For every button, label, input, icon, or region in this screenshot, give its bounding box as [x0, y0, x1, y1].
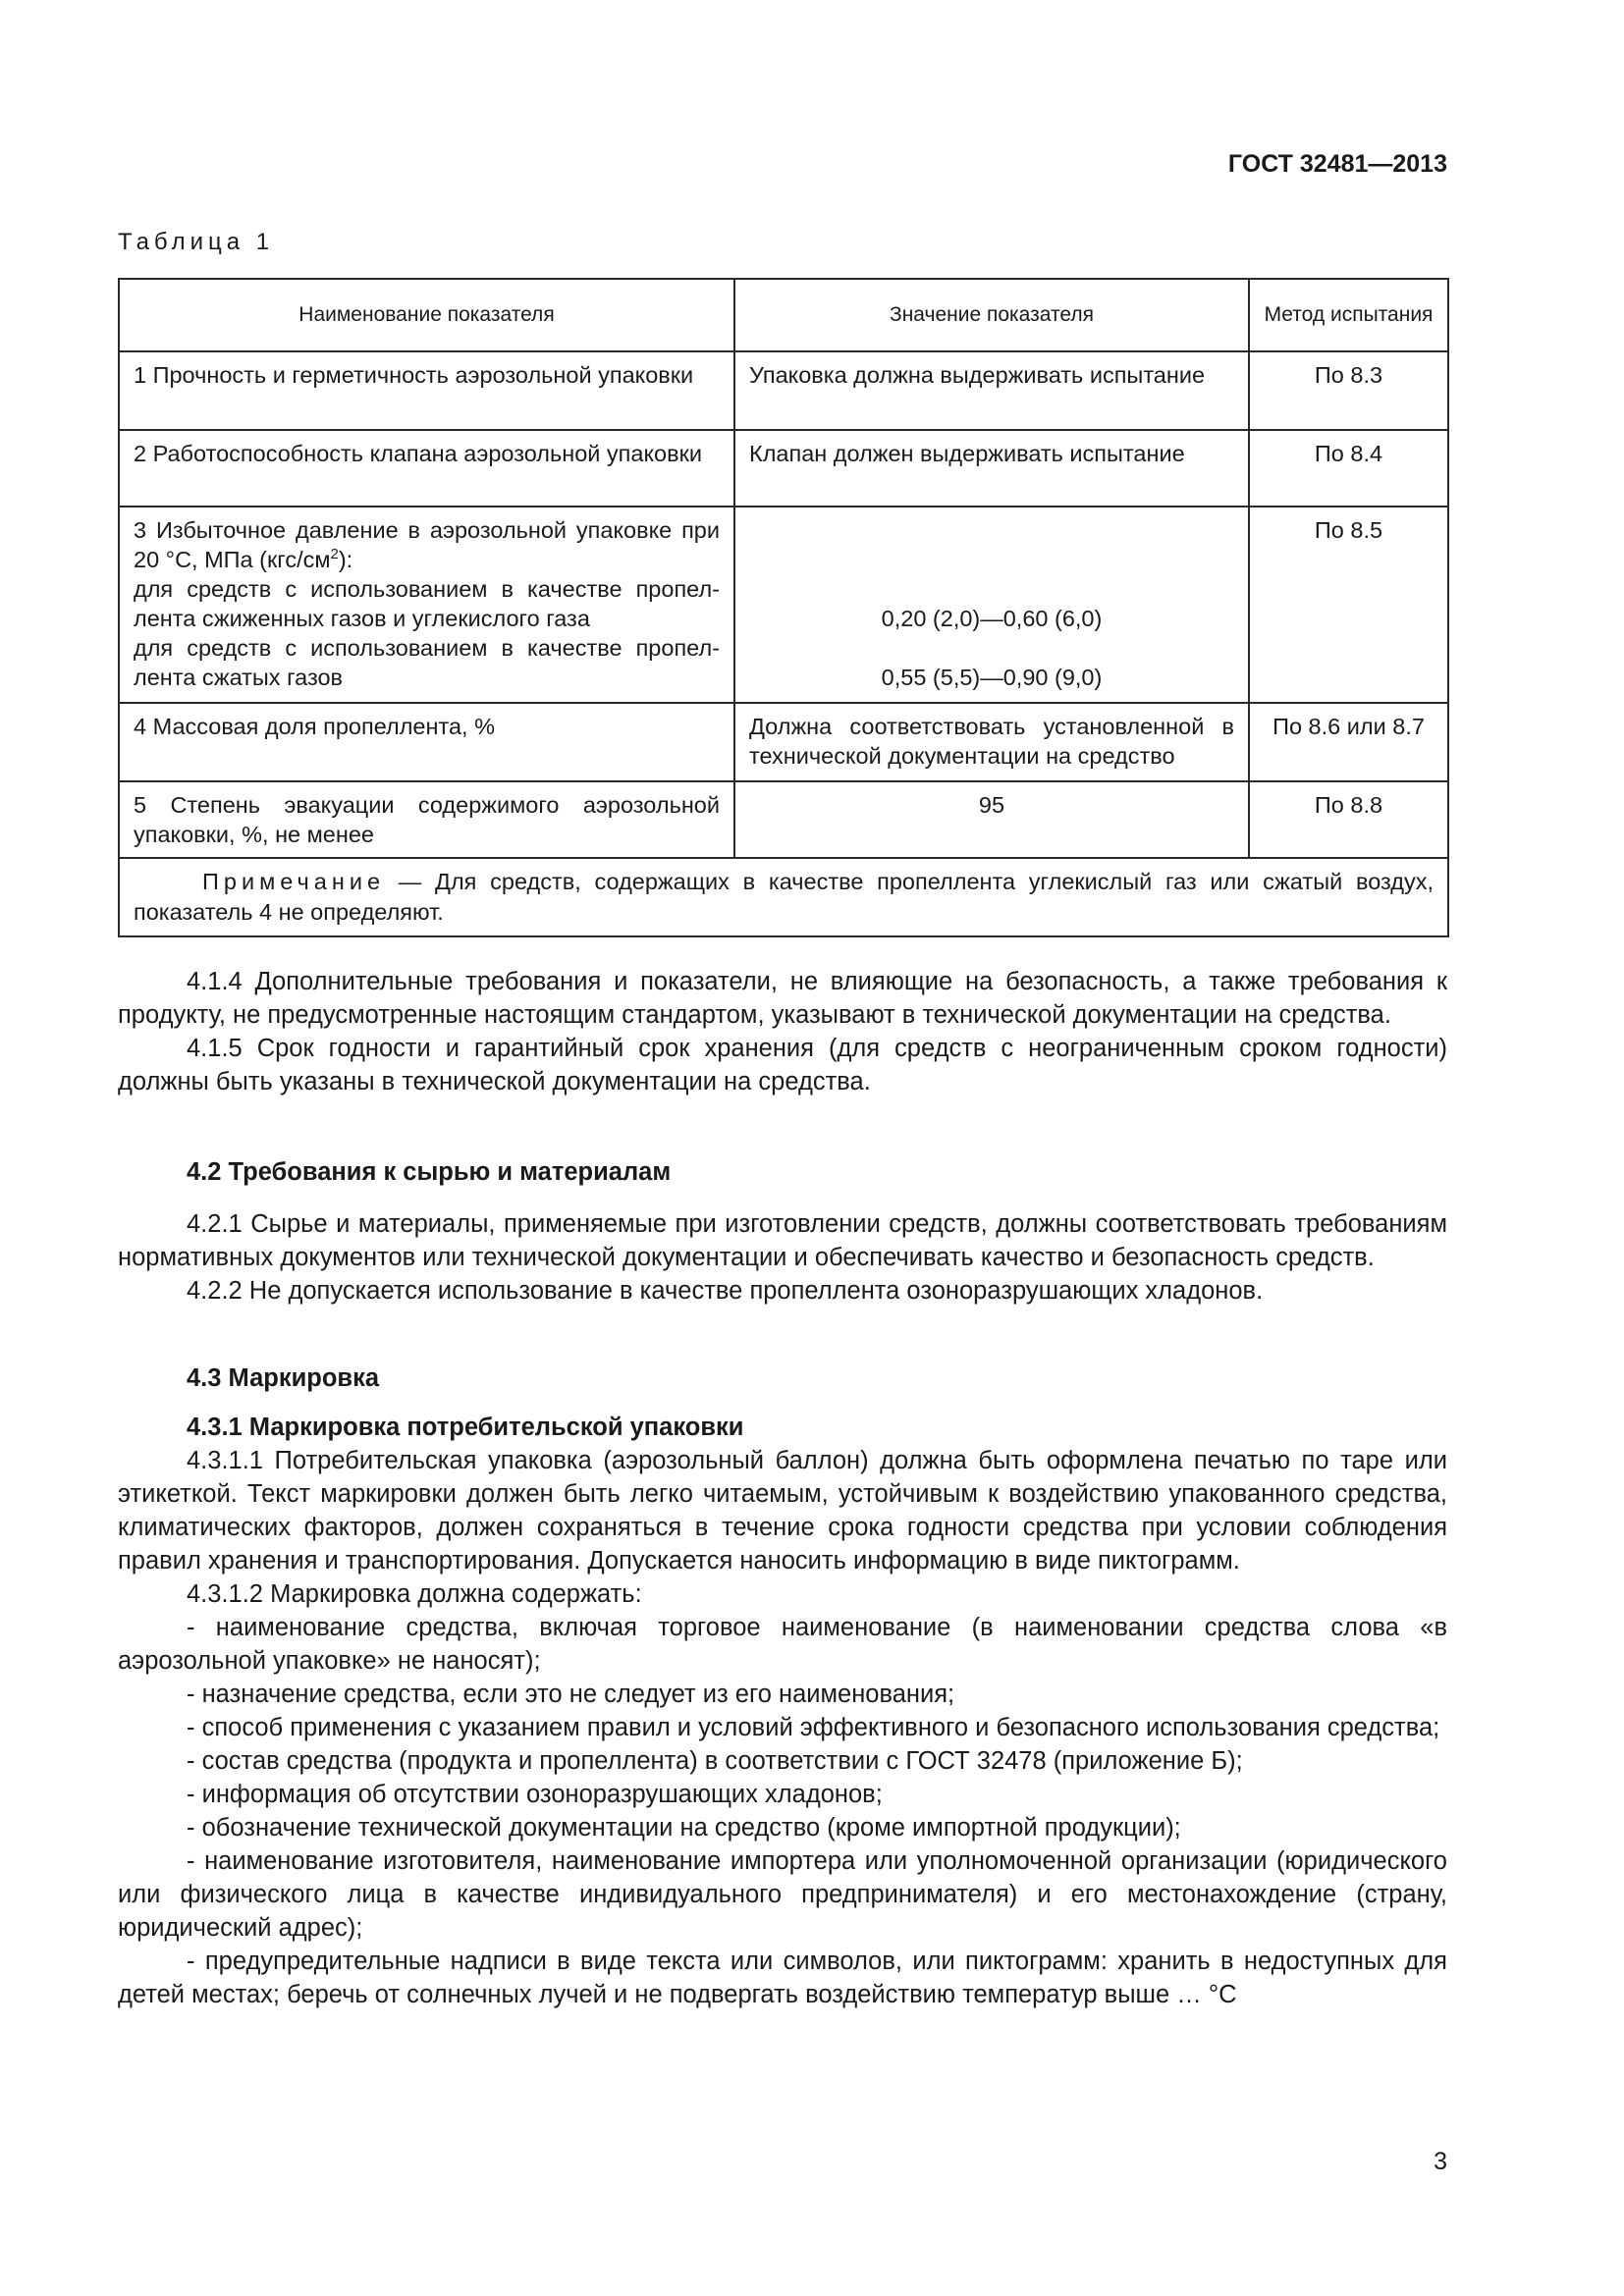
- paragraph-4-2-1: 4.2.1 Сырье и материалы, применяемые при изготовлении средств, должны соответствовать требованиям нормативных документов или технической документации и обеспечивать качество и безопасность средств.: [118, 1210, 1447, 1271]
- row-value: Должна соответствовать установленной в технической документации на средство: [734, 703, 1249, 781]
- list-item: - обозначение технической документации на средство (кроме импортной продукции);: [187, 1814, 1181, 1842]
- document-id: ГОСТ 32481—2013: [1227, 150, 1447, 178]
- row-value: 95: [734, 781, 1249, 858]
- body-section-4-3: [118, 1362, 1447, 1395]
- list-item: - предупредительные надписи в виде текста или символов, или пиктограмм: хранить в недоступных для детей местах; беречь от солнечных лучей и не подвергать воздействию температур выше … °С: [118, 1948, 1447, 2008]
- row-name: [119, 507, 734, 703]
- row-method: По 8.6 или 8.7: [1249, 703, 1448, 781]
- table-header-row: [119, 279, 1448, 351]
- body-section-4-1: [118, 965, 1447, 1098]
- header-indicator-name: Наименование показателя: [119, 279, 734, 351]
- row-value: [734, 507, 1249, 703]
- table-caption: Таблица 1: [118, 229, 275, 255]
- paragraph-4-2-2: 4.2.2 Не допускается использование в качестве пропеллента озоноразрушающих хладонов.: [187, 1277, 1264, 1305]
- note-label: Примечание: [202, 869, 386, 894]
- list-item: - способ применения с указанием правил и условий эффективного и безопасного использования средства;: [187, 1714, 1440, 1741]
- table-note-row: [119, 858, 1448, 936]
- list-item: - наименование средства, включая торговое наименование (в наименовании средства слова «в аэрозольной упаковке» не наносят);: [118, 1614, 1447, 1675]
- body-section-4-3-1: [118, 1411, 1447, 2011]
- table-row: [119, 430, 1448, 507]
- table-row: [119, 781, 1448, 858]
- row-method: По 8.4: [1249, 430, 1448, 507]
- header-test-method: Метод испытания: [1249, 279, 1448, 351]
- table-note: [119, 858, 1448, 936]
- pressure-intro-end: ):: [338, 547, 353, 572]
- table-row: [119, 507, 1448, 703]
- list-item: - информация об отсутствии озоноразрушающих хладонов;: [187, 1781, 883, 1808]
- paragraph-4-3-1-1: 4.3.1.1 Потребительская упаковка (аэрозольный баллон) должна быть оформлена печатью по таре или этикеткой. Текст маркировки должен быть легко читаемым, устойчивым к воздействию упакованного средства, климатических факторов, должен сохраняться в течение срока годности средства при условии соблюдения правил хранения и транспортирования. Допускается наносить информацию в виде пиктограмм.: [118, 1447, 1447, 1575]
- pressure-value-compressed: 0,55 (5,5)—0,90 (9,0): [881, 665, 1103, 690]
- list-item: - назначение средства, если это не следует из его наименования;: [187, 1681, 955, 1708]
- pressure-sup: 2: [330, 546, 339, 563]
- note-text: — Для средств, содержащих в качестве пропеллента углекислый газ или сжатый воздух, показатель 4 не определяют.: [134, 869, 1434, 925]
- pressure-intro: 3 Избыточное давление в аэрозольной упаковке при 20 °С, МПа (кгс/см: [134, 517, 720, 572]
- heading-4-2: 4.2 Требования к сырью и материалам: [187, 1158, 672, 1186]
- row-name: 5 Степень эвакуации содержимого аэрозольной упаковки, %, не менее: [119, 781, 734, 858]
- row-name: 2 Работоспособность клапана аэрозольной упаковки: [119, 430, 734, 507]
- row-name: 1 Прочность и герметичность аэрозольной упаковки: [119, 351, 734, 430]
- table-row: [119, 703, 1448, 781]
- pressure-value-liquefied: 0,20 (2,0)—0,60 (6,0): [881, 606, 1103, 631]
- table-row: [119, 351, 1448, 430]
- page-number: 3: [1434, 2148, 1447, 2175]
- header-indicator-value: Значение показателя: [734, 279, 1249, 351]
- row-name: 4 Массовая доля пропеллента, %: [119, 703, 734, 781]
- pressure-sub-compressed: для средств с использованием в качестве пропеллента сжатых газов: [134, 635, 720, 690]
- list-item: - состав средства (продукта и пропеллента) в соответствии с ГОСТ 32478 (приложение Б);: [187, 1747, 1243, 1775]
- paragraph-4-1-4: 4.1.4 Дополнительные требования и показатели, не влияющие на безопасность, а также требования к продукту, не предусмотренные настоящим стандартом, указывают в технической документации на средства.: [118, 968, 1447, 1029]
- row-value: Клапан должен выдерживать испытание: [734, 430, 1249, 507]
- heading-4-3-1: 4.3.1 Маркировка потребительской упаковки: [187, 1414, 744, 1441]
- row-method: По 8.8: [1249, 781, 1448, 858]
- body-section-4-2-text: [118, 1207, 1447, 1308]
- document-page: [118, 0, 1447, 2296]
- list-item: - наименование изготовителя, наименование импортера или уполномоченной организации (юридического или физического лица в качестве индивидуального предпринимателя) и его местонахождение (страну, юридический адрес);: [118, 1847, 1447, 1942]
- heading-4-3: 4.3 Маркировка: [187, 1364, 380, 1392]
- indicators-table: [118, 278, 1449, 937]
- body-section-4-2: [118, 1155, 1447, 1189]
- paragraph-4-1-5: 4.1.5 Срок годности и гарантийный срок хранения (для средств с неограниченным сроком годности) должны быть указаны в технической документации на средства.: [118, 1035, 1447, 1095]
- row-method: По 8.3: [1249, 351, 1448, 430]
- row-method: По 8.5: [1249, 507, 1448, 703]
- row-value: Упаковка должна выдерживать испытание: [734, 351, 1249, 430]
- paragraph-4-3-1-2: 4.3.1.2 Маркировка должна содержать:: [187, 1580, 642, 1608]
- pressure-sub-liquefied: для средств с использованием в качестве пропеллента сжиженных газов и углекислого газа: [134, 576, 720, 631]
